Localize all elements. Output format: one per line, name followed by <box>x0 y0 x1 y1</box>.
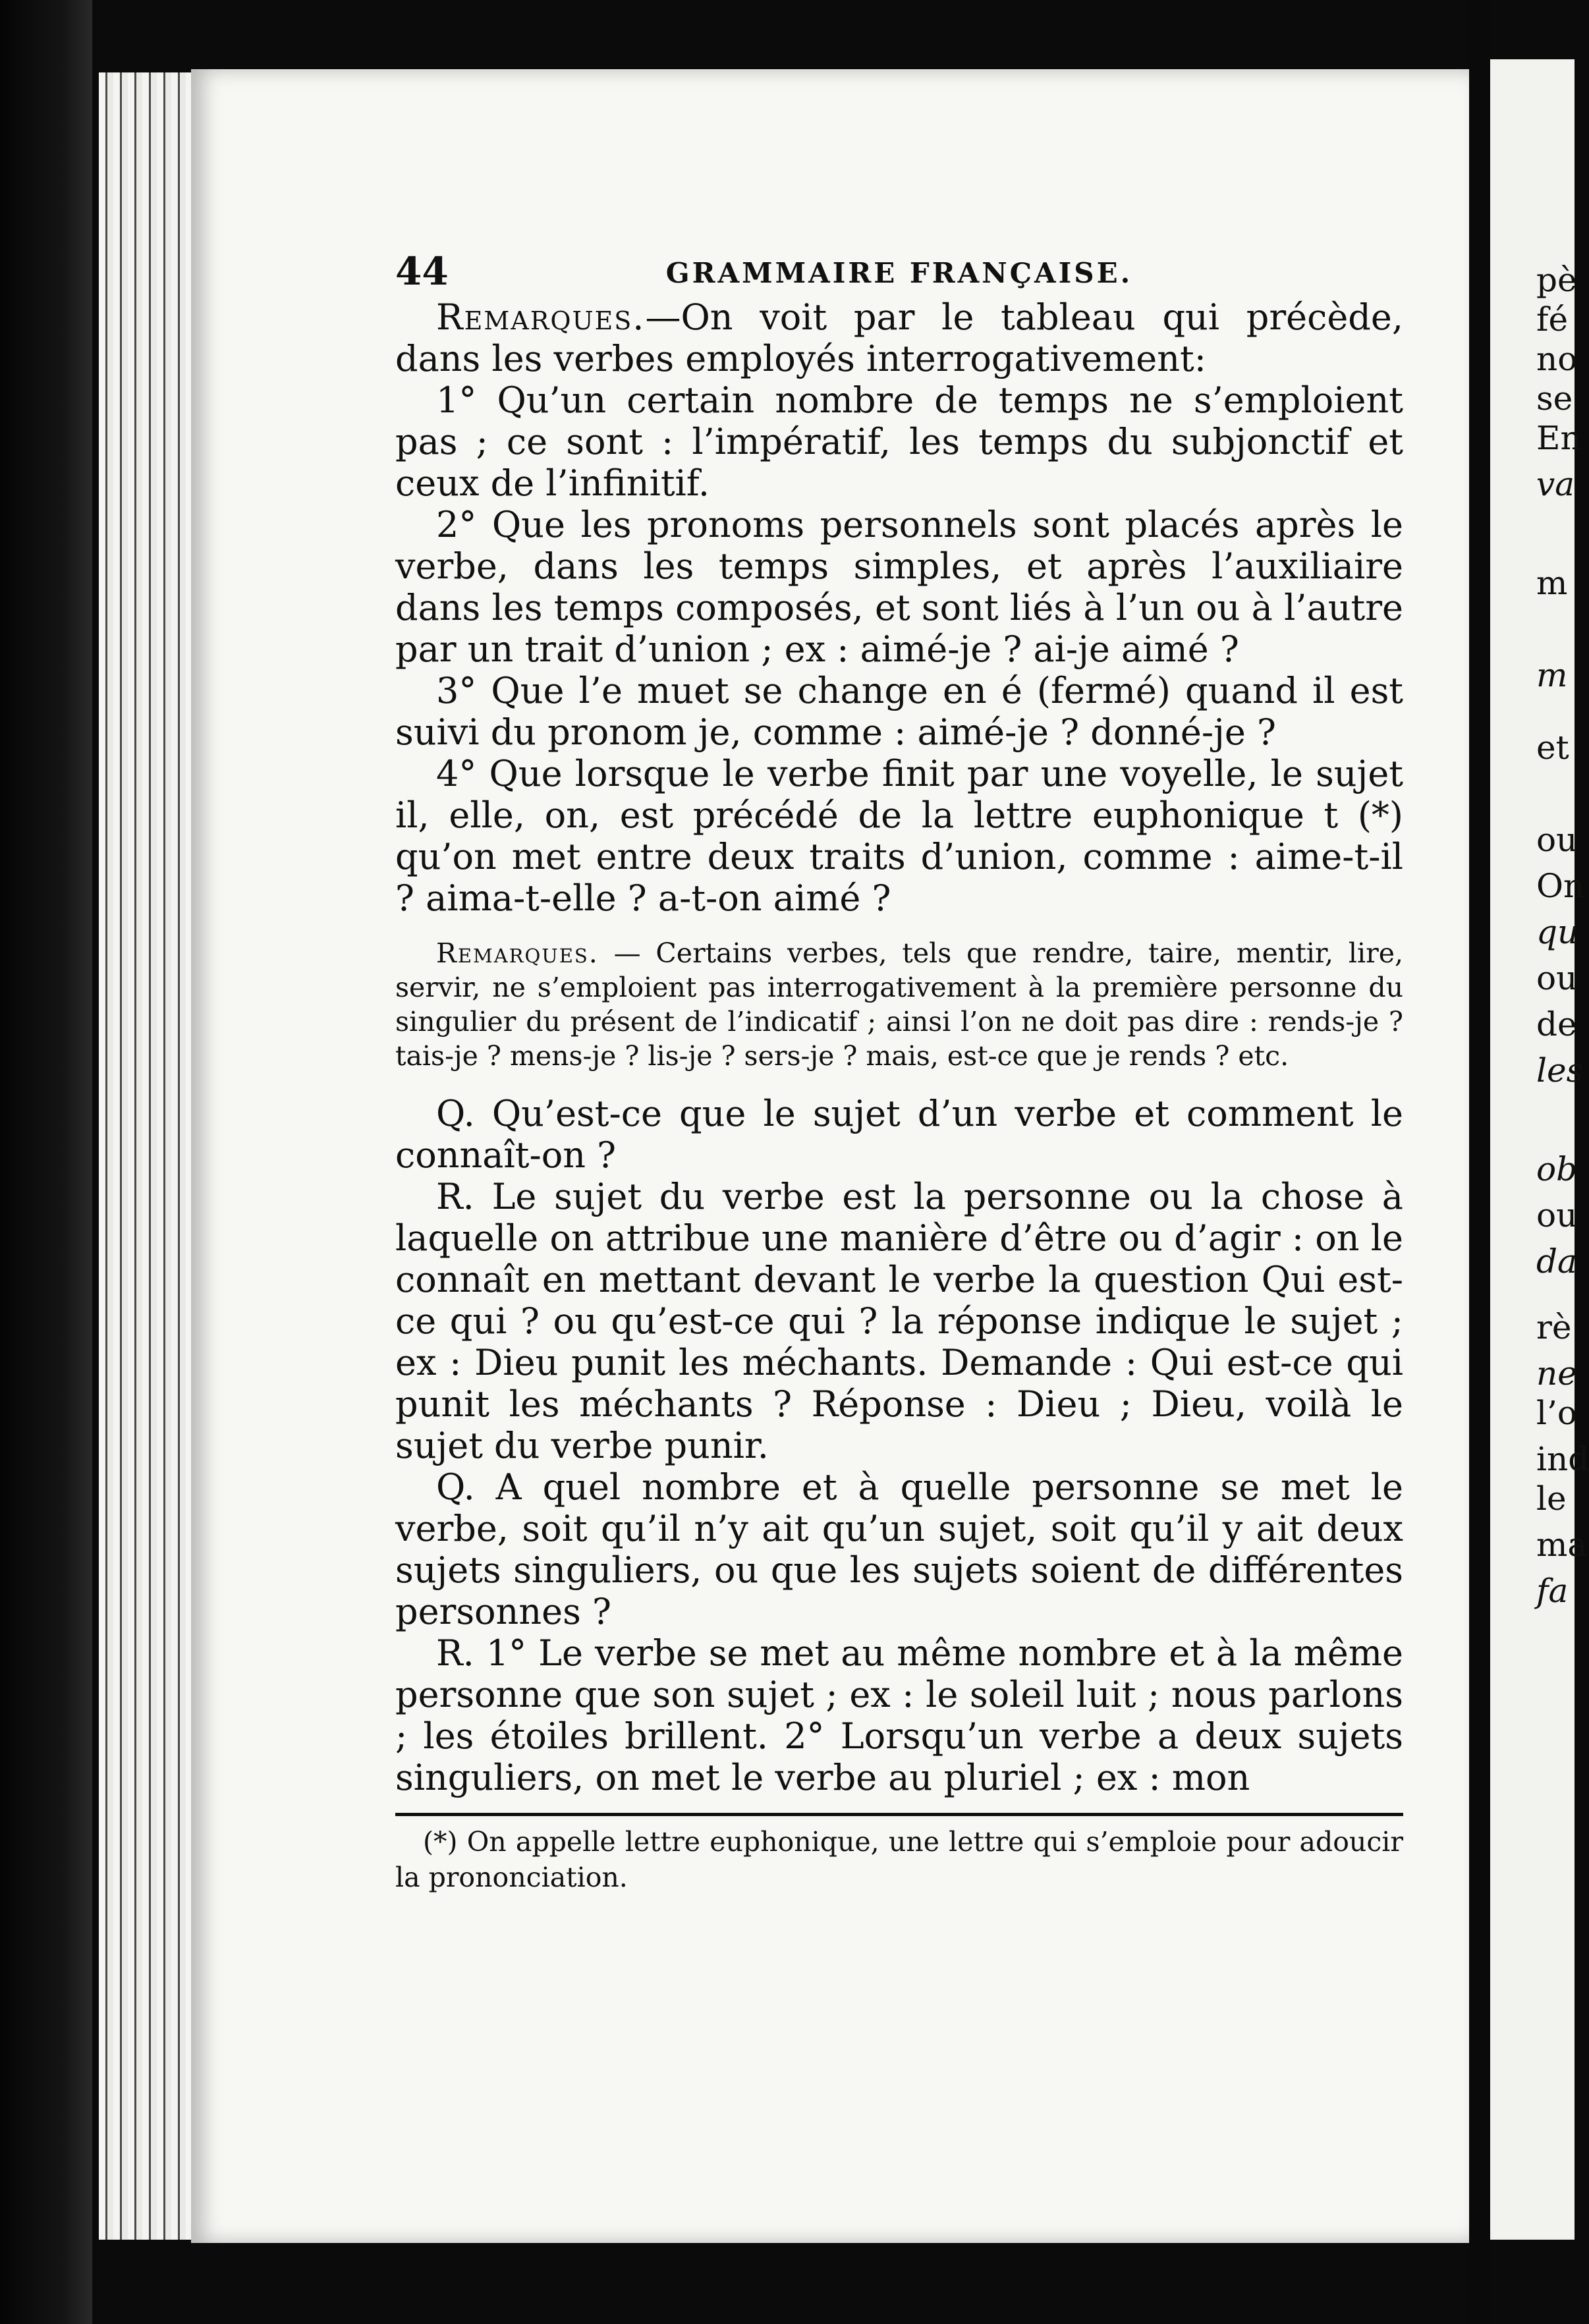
page-header <box>395 237 1403 296</box>
answer-2: R. 1° Le verbe se met au même nombre et à la même personne que son sujet ; ex : le soleil luit ; nous parlons ; les étoiles brillent. 2° Lorsqu’un verbe a deux sujets singuliers, on met le verbe au pluriel ; ex : mon <box>395 1632 1403 1798</box>
book-left-edge <box>0 0 92 2324</box>
small-note <box>395 936 1403 1073</box>
small-note-text <box>395 936 1403 1073</box>
next-page-word: ou <box>1536 821 1578 859</box>
remarques-intro-text: —On voit par le tableau qui précède, dans les verbes employés interrogativement: <box>395 296 1403 379</box>
next-page-word: va <box>1536 465 1575 503</box>
footnote <box>395 1824 1403 1895</box>
next-page-word: fé <box>1536 300 1569 339</box>
next-page-word: de <box>1536 1005 1577 1043</box>
remarques-intro <box>395 296 1403 379</box>
next-page-word: no <box>1536 340 1578 378</box>
question-2: Q. A quel nombre et à quelle personne se met le verbe, soit qu’il n’y ait qu’un sujet, soit qu’il y ait deux sujets singuliers, ou que les sujets soient de différentes personnes ? <box>395 1466 1403 1632</box>
small-note-body: — Certains verbes, tels que rendre, taire, mentir, lire, servir, ne s’emploient pas interrogativement à la première personne du singulier du présent de l’indicatif ; ainsi l’on ne doit pas dire : rends-je ? tais-je ? mens-je ? lis-je ? sers-je ? mais, est-ce que je rends ? etc. <box>395 937 1403 1072</box>
gutter <box>1469 0 1489 2324</box>
answer-1: R. Le sujet du verbe est la personne ou la chose à laquelle on attribue une manière d’être ou d’agir : on le connaît en mettant devant le verbe la question Qui est-ce qui ? ou qu’est-ce qui ? la réponse indique le sujet ; ex : Dieu punit les méchants. Demande : Qui est-ce qui punit les méchants ? Réponse : Dieu ; Dieu, voilà le sujet du verbe punir. <box>395 1176 1403 1466</box>
next-page-word: fa <box>1536 1572 1569 1610</box>
next-page-word: ob <box>1536 1150 1578 1188</box>
question-1: Q. Qu’est-ce que le sujet d’un verbe et comment le connaît-on ? <box>395 1093 1403 1176</box>
page-number: 44 <box>395 249 449 294</box>
next-page-word: ind <box>1536 1440 1589 1478</box>
page-content <box>395 237 1403 1895</box>
next-page-word: On <box>1536 867 1585 905</box>
next-page-word: pè <box>1536 261 1577 299</box>
next-page-fragment <box>1490 59 1589 2240</box>
remarque-point-4: 4° Que lorsque le verbe finit par une voyelle, le sujet il, elle, on, est précédé de la lettre euphonique t (*) qu’on met entre deux traits d’union, comme : aime-t-il ? aima-t-elle ? a-t-on aimé ? <box>395 753 1403 919</box>
next-page-word: ou <box>1536 959 1578 997</box>
next-page-word: ne <box>1536 1354 1577 1393</box>
next-page-word: l’o <box>1536 1394 1577 1432</box>
next-page-word: ma <box>1536 1526 1588 1564</box>
remarque-point-3: 3° Que l’e muet se change en é (fermé) quand il est suivi du pronom je, comme : aimé-je ? donné-je ? <box>395 670 1403 753</box>
next-page-word: m <box>1536 656 1568 694</box>
remarque-point-2: 2° Que les pronoms personnels sont placés après le verbe, dans les temps simples, et après l’auxiliaire dans les temps composés, et sont liés à l’un ou à l’autre par un trait d’union ; ex : aimé-je ? ai-je aimé ? <box>395 504 1403 670</box>
next-page-word: da <box>1536 1242 1577 1281</box>
next-page-word: se <box>1536 379 1573 418</box>
remarques-label: Remarques. <box>436 296 646 338</box>
next-page-word: les <box>1536 1051 1584 1090</box>
next-page-word: En <box>1536 419 1582 457</box>
running-head: GRAMMAIRE FRANÇAISE. <box>665 257 1133 289</box>
next-page-word: m <box>1536 564 1568 602</box>
small-note-label: Remarques. <box>436 937 599 969</box>
next-page-word: ou <box>1536 1196 1578 1234</box>
next-page-word: et <box>1536 729 1569 767</box>
footnote-text: (*) On appelle lettre euphonique, une lettre qui s’emploie pour adoucir la prononciation. <box>395 1826 1403 1893</box>
next-page-word: le <box>1536 1480 1567 1518</box>
next-page-word: rè <box>1536 1308 1572 1346</box>
next-page-word: qu <box>1536 913 1579 951</box>
footnote-rule <box>395 1813 1403 1816</box>
remarque-point-1: 1° Qu’un certain nombre de temps ne s’emploient pas ; ce sont : l’impératif, les temps du subjonctif et ceux de l’infinitif. <box>395 379 1403 504</box>
